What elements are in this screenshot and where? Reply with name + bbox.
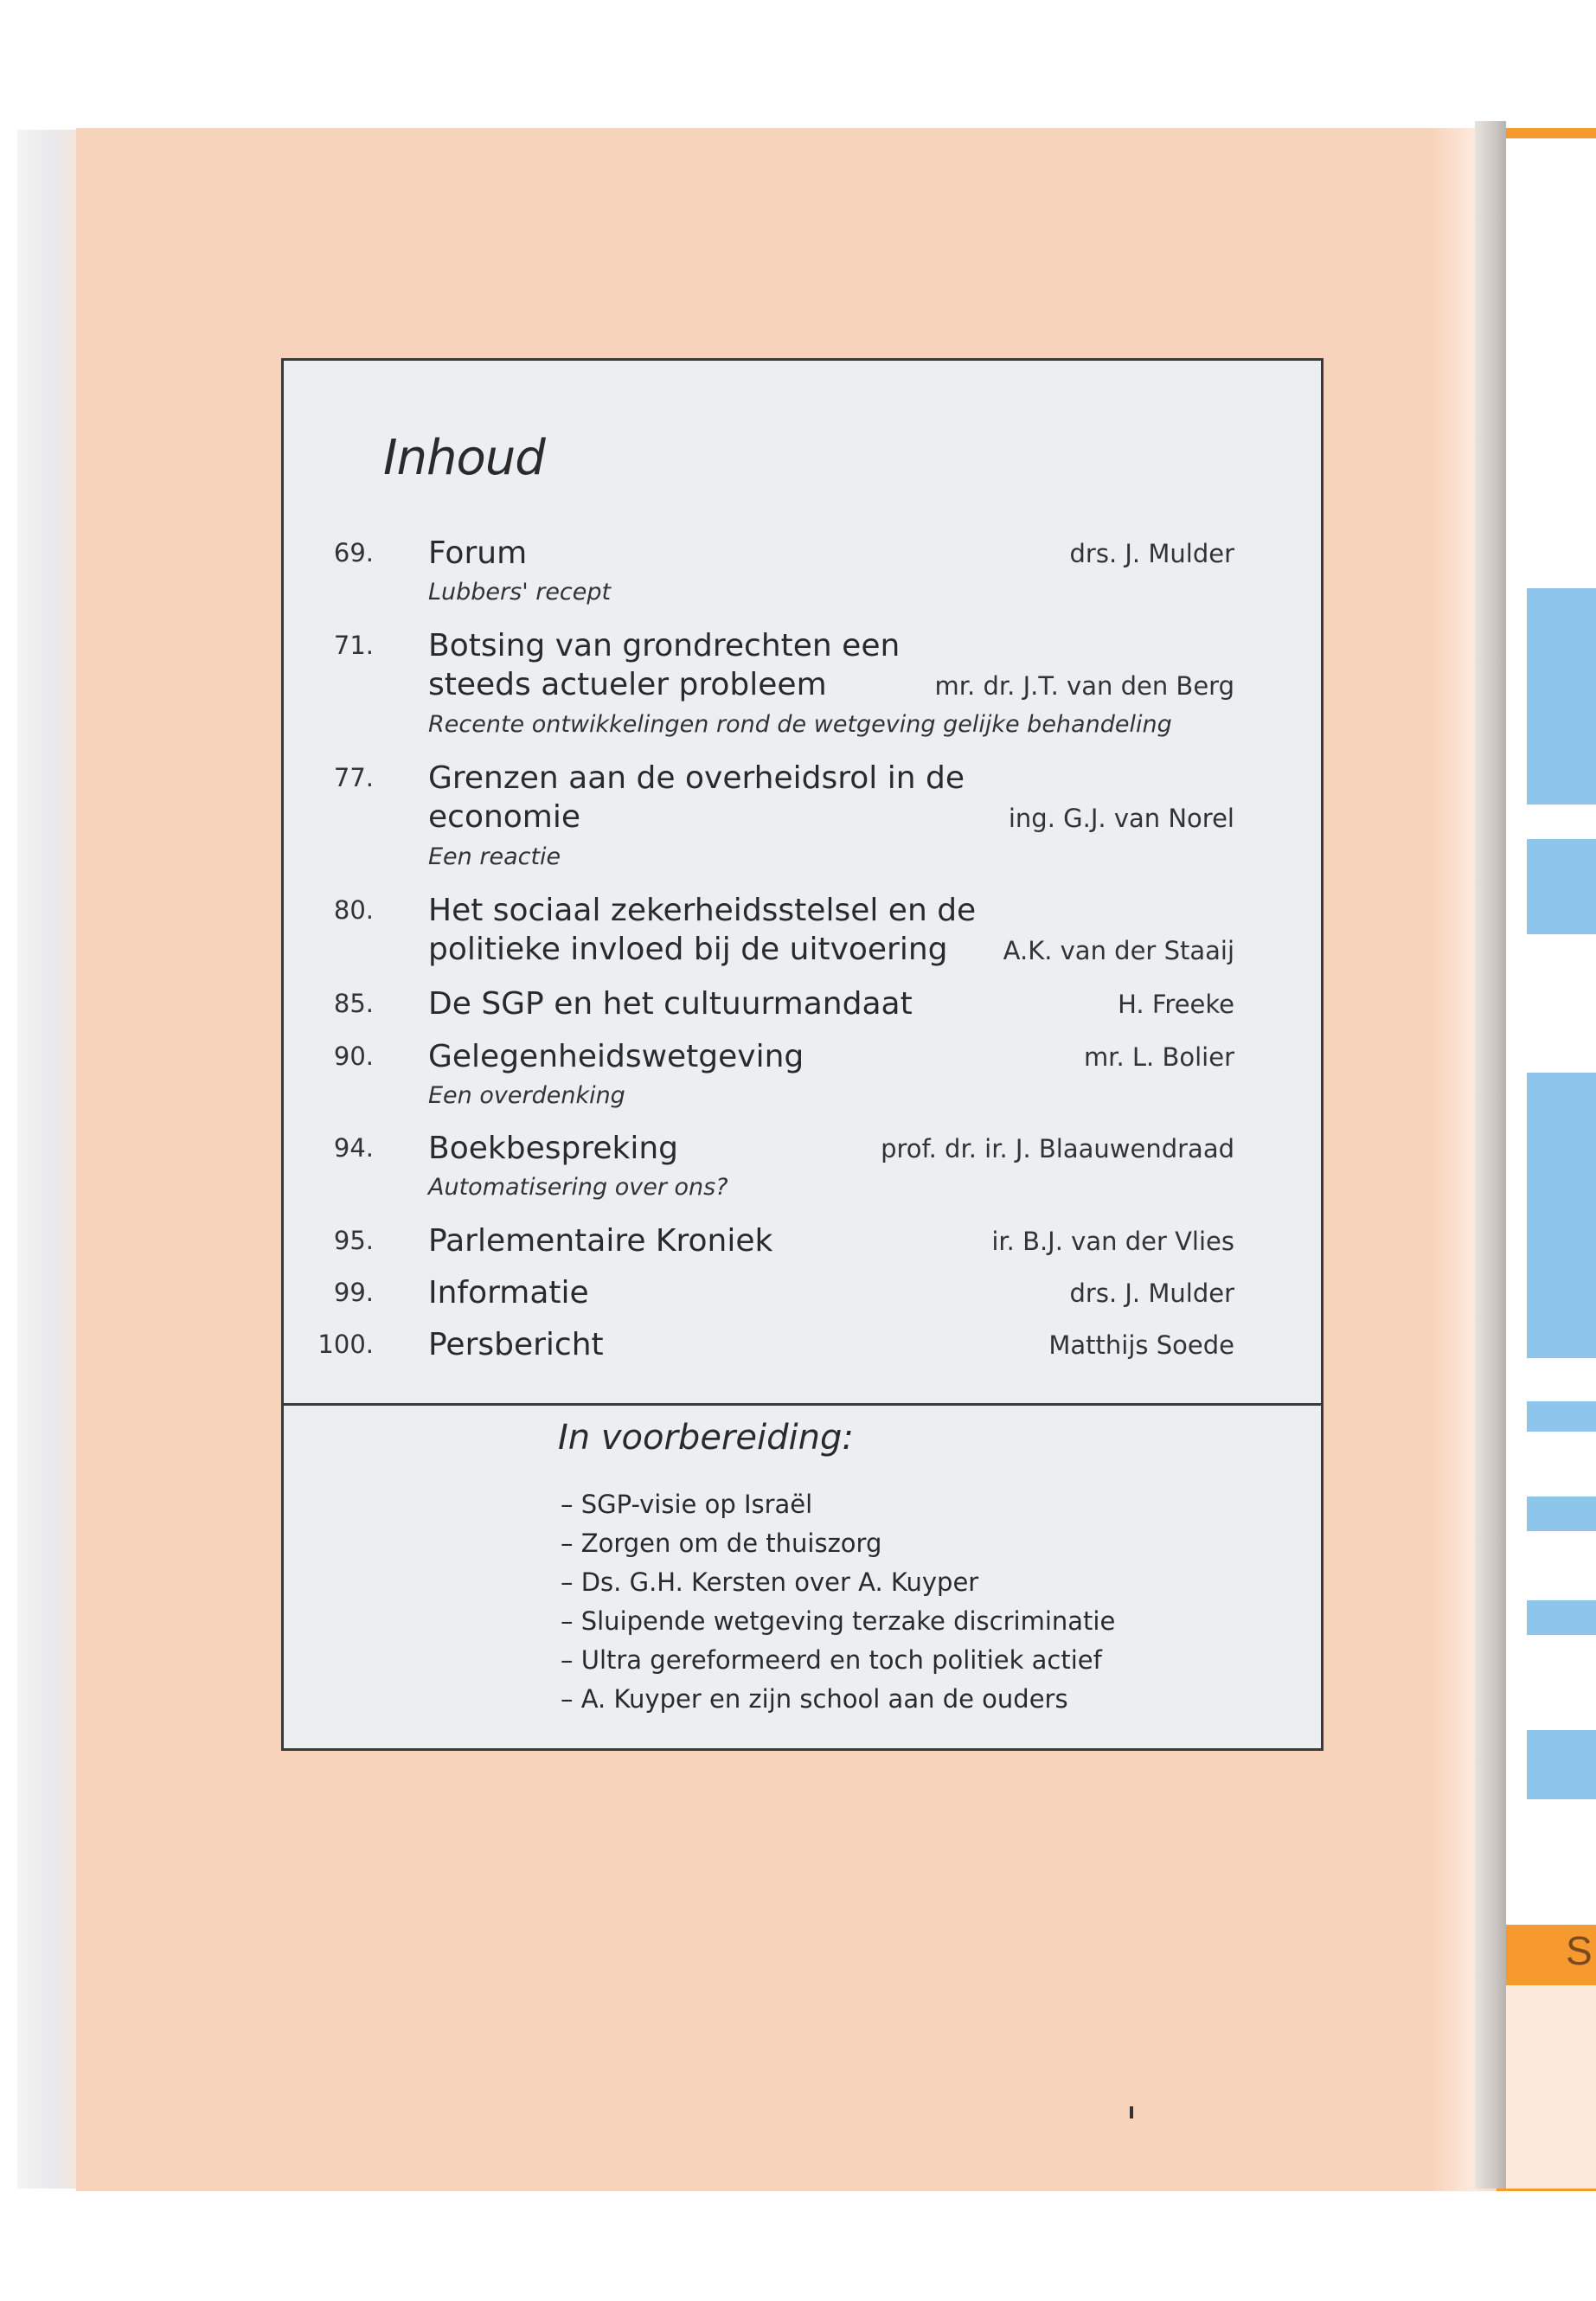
toc-entry-author: mr. L. Bolier — [1083, 1042, 1234, 1072]
toc-entry-number: 90. — [333, 1042, 374, 1071]
toc-entry-title: Het sociaal zekerheidsstelsel en de politieke invloed bij de uitvoering — [428, 893, 977, 967]
toc-entry-author: ing. G.J. van Norel — [1008, 804, 1234, 833]
toc-entry-number: 71. — [333, 631, 374, 660]
section-divider — [284, 1403, 1321, 1406]
cover-letter: S — [1566, 1928, 1593, 1973]
preparation-title: In voorbereiding: — [558, 1418, 854, 1458]
toc-entry-number: 69. — [333, 538, 374, 567]
toc-entry-author: mr. dr. J.T. van den Berg — [934, 671, 1234, 701]
toc-entry-author: Matthijs Soede — [1048, 1330, 1234, 1360]
toc-entry-title: De SGP en het cultuurmandaat — [428, 986, 913, 1022]
toc-entry-author: drs. J. Mulder — [1069, 539, 1234, 568]
cover-white-strip — [1505, 138, 1596, 1925]
toc-entry-number: 94. — [333, 1133, 374, 1163]
print-speck — [1130, 2106, 1133, 2118]
preparation-item: – Ultra gereformeerd en toch politiek actief — [561, 1645, 1102, 1675]
preparation-item: – A. Kuyper en zijn school aan de ouders — [561, 1684, 1068, 1714]
toc-entry-author: drs. J. Mulder — [1069, 1279, 1234, 1308]
toc-entry-subtitle: Lubbers' recept — [428, 579, 612, 606]
preparation-item: – Ds. G.H. Kersten over A. Kuyper — [561, 1567, 979, 1597]
scan-background-edge — [17, 130, 80, 2189]
toc-entry-number: 95. — [333, 1226, 374, 1255]
cover-blue-band-6 — [1527, 1600, 1596, 1635]
toc-entry-author: ir. B.J. van der Vlies — [991, 1227, 1234, 1256]
cover-blue-band-4 — [1527, 1401, 1596, 1432]
toc-entry-title: Parlementaire Kroniek — [428, 1223, 773, 1259]
preparation-item: – SGP-visie op Israël — [561, 1490, 813, 1519]
toc-entry-title: Grenzen aan de overheidsrol in de economie — [428, 760, 965, 835]
page-binding — [1475, 121, 1506, 2189]
toc-title: Inhoud — [383, 430, 545, 486]
toc-entry-title: Botsing van grondrechten een steeds actueler probleem — [428, 628, 901, 702]
cover-bottom-edge — [1505, 1985, 1596, 2189]
toc-entry-subtitle: Recente ontwikkelingen rond de wetgeving gelijke behandeling — [428, 711, 1172, 738]
toc-entry-title: Informatie — [428, 1275, 589, 1311]
toc-entry-title: Boekbespreking — [428, 1131, 679, 1166]
preparation-list — [561, 1485, 1115, 1719]
toc-entry-title: Forum — [428, 535, 528, 571]
toc-section — [284, 361, 1321, 1403]
toc-entry-title: Persbericht — [428, 1327, 604, 1362]
cover-blue-band-3 — [1527, 1073, 1596, 1358]
preparation-item: – Zorgen om de thuiszorg — [561, 1529, 882, 1558]
toc-entry-subtitle: Automatisering over ons? — [428, 1174, 728, 1201]
toc-entry-number: 100. — [317, 1330, 374, 1359]
toc-entry-title: Gelegenheidswetgeving — [428, 1039, 804, 1074]
cover-blue-band-7 — [1527, 1730, 1596, 1799]
preparation-item: – Sluipende wetgeving terzake discriminatie — [561, 1606, 1116, 1636]
toc-entry-subtitle: Een overdenking — [428, 1082, 625, 1109]
toc-entry-subtitle: Een reactie — [428, 843, 561, 870]
toc-entry-number: 80. — [333, 895, 374, 925]
cover-blue-band-2 — [1527, 839, 1596, 934]
cover-blue-band-1 — [1527, 588, 1596, 804]
toc-entry-number: 99. — [333, 1278, 374, 1307]
toc-entry-number: 85. — [333, 989, 374, 1018]
toc-entry-author: H. Freeke — [1118, 990, 1234, 1019]
table-of-contents-box — [281, 358, 1324, 1751]
toc-entry-author: A.K. van der Staaij — [1003, 936, 1234, 965]
toc-entry-author: prof. dr. ir. J. Blaauwendraad — [881, 1134, 1234, 1163]
toc-entry-number: 77. — [333, 763, 374, 792]
cover-blue-band-5 — [1527, 1497, 1596, 1531]
